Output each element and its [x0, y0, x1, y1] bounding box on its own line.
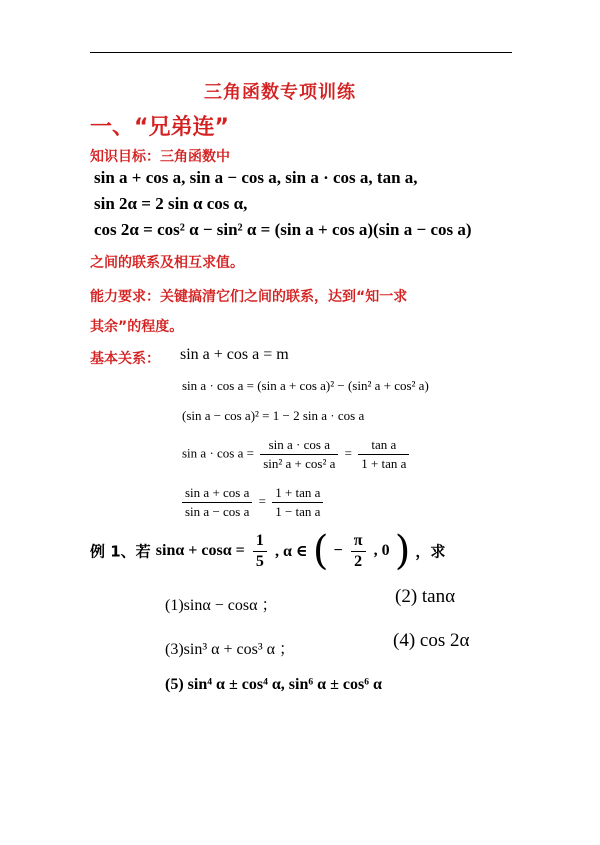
relation-2: (sin a − cos a)² = 1 − 2 sin a · cos a: [182, 408, 365, 423]
question-3: (3)sin³ α + cos³ α ；: [165, 641, 296, 658]
ability-line-1: 能力要求：关键搞清它们之间的联系，达到“知一求: [90, 289, 408, 305]
header-rule: [90, 52, 512, 53]
question-4: (4) cos 2α: [393, 630, 470, 651]
section-heading: 一、“兄弟连”: [90, 115, 229, 140]
ability-line-2: 其余”的程度。: [90, 319, 184, 335]
relation-text: 之间的联系及相互求值。: [90, 255, 244, 271]
example-fraction: [253, 532, 267, 571]
fraction-denominator: 2: [354, 552, 363, 570]
formula-line-3: cos 2α = cos² α − sin² α = (sin a + cos a)(sin a − cos a): [94, 220, 472, 239]
example-label: 例 1、若: [90, 542, 151, 561]
formula-line-2: sin 2α = 2 sin α cos α,: [94, 194, 248, 213]
relation-3-fraction-2: [358, 437, 409, 472]
knowledge-goal-label: 知识目标：三角函数中: [90, 149, 230, 165]
fraction-denominator: 1 + tan a: [361, 456, 407, 471]
fraction-denominator: sin² a + cos² a: [263, 456, 336, 471]
relation-3: [182, 437, 412, 472]
fraction-numerator: 1 + tan a: [272, 485, 323, 503]
relation-3-fraction-1: [260, 437, 338, 472]
example-ask: ，求: [415, 542, 446, 561]
example-1: [90, 528, 445, 574]
example-domain-label: , α ∈: [274, 543, 308, 560]
left-paren: (: [312, 528, 329, 574]
equals-sign: =: [258, 493, 266, 509]
fraction-numerator: 1: [253, 532, 267, 552]
pi-over-two: [351, 532, 366, 571]
question-1: (1)sinα − cosα ；: [165, 597, 278, 614]
fraction-denominator: sin a − cos a: [185, 504, 250, 519]
basic-relations-label: 基本关系：: [90, 351, 160, 367]
right-paren: ): [394, 528, 411, 574]
fraction-numerator: π: [351, 532, 366, 552]
question-2: (2) tanα: [395, 586, 456, 607]
basic-formula: sin a + cos a = m: [180, 346, 289, 363]
minus-sign: −: [333, 542, 343, 559]
fraction-numerator: sin a · cos a: [260, 437, 338, 455]
interval-end: , 0: [373, 542, 390, 559]
fraction-denominator: 1 − tan a: [275, 504, 321, 519]
formula-line-1: sin a + cos a, sin a − cos a, sin a · cos a, tan a,: [94, 168, 418, 187]
equals-sign: =: [344, 445, 352, 461]
relation-4-fraction-1: [182, 485, 252, 520]
fraction-numerator: tan a: [358, 437, 409, 455]
question-5: (5) sin⁴ α ± cos⁴ α, sin⁶ α ± cos⁶ α: [165, 676, 382, 693]
page-title: 三角函数专项训练: [204, 82, 356, 103]
example-condition: sinα + cosα =: [155, 542, 245, 559]
relation-1: sin a · cos a = (sin a + cos a)² − (sin² a + cos² a): [182, 378, 429, 393]
relation-3-lhs: sin a · cos a =: [182, 445, 254, 461]
relation-4-fraction-2: [272, 485, 323, 520]
relation-4: [182, 485, 326, 520]
fraction-denominator: 5: [255, 552, 264, 570]
fraction-numerator: sin a + cos a: [182, 485, 252, 503]
